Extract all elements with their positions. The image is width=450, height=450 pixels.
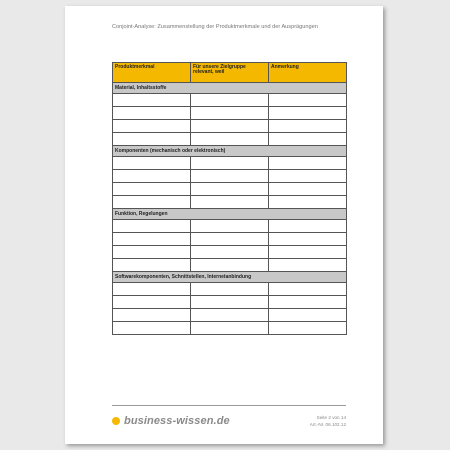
table-row bbox=[113, 295, 347, 308]
table-cell[interactable] bbox=[269, 106, 347, 119]
table-row bbox=[113, 93, 347, 106]
table-cell[interactable] bbox=[269, 156, 347, 169]
table-row bbox=[113, 132, 347, 145]
table-row bbox=[113, 308, 347, 321]
section-label: Softwarekomponenten, Schnittstellen, Internetanbindung bbox=[113, 271, 347, 282]
table-row bbox=[113, 219, 347, 232]
table-cell[interactable] bbox=[191, 295, 269, 308]
table-cell[interactable] bbox=[113, 219, 191, 232]
article-number: Art.-Nr. 06.102.12 bbox=[309, 422, 346, 427]
header-produktmerkmal: Produktmerkmal bbox=[113, 63, 191, 83]
table-row bbox=[113, 232, 347, 245]
table-cell[interactable] bbox=[191, 219, 269, 232]
table-cell[interactable] bbox=[191, 232, 269, 245]
table-cell[interactable] bbox=[113, 295, 191, 308]
table-row bbox=[113, 195, 347, 208]
table-cell[interactable] bbox=[113, 308, 191, 321]
table-cell[interactable] bbox=[269, 321, 347, 334]
table-cell[interactable] bbox=[269, 132, 347, 145]
header-anmerkung: Anmerkung bbox=[269, 63, 347, 83]
table-cell[interactable] bbox=[269, 119, 347, 132]
table-cell[interactable] bbox=[191, 106, 269, 119]
table-section-row bbox=[113, 82, 347, 93]
table-cell[interactable] bbox=[191, 282, 269, 295]
table-cell[interactable] bbox=[269, 308, 347, 321]
table-cell[interactable] bbox=[269, 232, 347, 245]
table-row bbox=[113, 321, 347, 334]
table-cell[interactable] bbox=[269, 245, 347, 258]
table-cell[interactable] bbox=[191, 119, 269, 132]
table-cell[interactable] bbox=[191, 156, 269, 169]
header-relevanz: Für unsere Zielgruppe relevant, weil bbox=[191, 63, 269, 83]
table-cell[interactable] bbox=[191, 93, 269, 106]
table-cell[interactable] bbox=[191, 182, 269, 195]
table-row bbox=[113, 282, 347, 295]
table-cell[interactable] bbox=[113, 93, 191, 106]
table-cell[interactable] bbox=[191, 321, 269, 334]
page-number: Seite 2 von 14 bbox=[316, 415, 346, 420]
document-page bbox=[65, 6, 383, 444]
table-cell[interactable] bbox=[191, 195, 269, 208]
table-cell[interactable] bbox=[269, 182, 347, 195]
table-cell[interactable] bbox=[113, 321, 191, 334]
table-cell[interactable] bbox=[113, 156, 191, 169]
table-cell[interactable] bbox=[113, 169, 191, 182]
table-cell[interactable] bbox=[113, 258, 191, 271]
brand-logo bbox=[112, 415, 230, 427]
table-cell[interactable] bbox=[113, 245, 191, 258]
table-cell[interactable] bbox=[191, 132, 269, 145]
table-cell[interactable] bbox=[191, 169, 269, 182]
table-header-row bbox=[113, 63, 347, 83]
logo-dot-icon bbox=[112, 417, 120, 425]
table-row bbox=[113, 182, 347, 195]
table-body bbox=[113, 82, 347, 334]
table-section-row bbox=[113, 145, 347, 156]
table-section-row bbox=[113, 271, 347, 282]
table-row bbox=[113, 106, 347, 119]
section-label: Komponenten (mechanisch oder elektronisch) bbox=[113, 145, 347, 156]
table-cell[interactable] bbox=[269, 295, 347, 308]
footer-divider bbox=[112, 405, 346, 406]
page-info bbox=[310, 414, 346, 428]
table-cell[interactable] bbox=[269, 195, 347, 208]
table-row bbox=[113, 156, 347, 169]
section-label: Funktion, Regelungen bbox=[113, 208, 347, 219]
table-row bbox=[113, 245, 347, 258]
table-cell[interactable] bbox=[113, 119, 191, 132]
table-cell[interactable] bbox=[191, 308, 269, 321]
document-title: Conjoint-Analyse: Zusammenstellung der Produktmerkmale und der Ausprägungen bbox=[112, 24, 318, 30]
table-cell[interactable] bbox=[191, 258, 269, 271]
table-row bbox=[113, 119, 347, 132]
table-section-row bbox=[113, 208, 347, 219]
table-cell[interactable] bbox=[113, 195, 191, 208]
table-cell[interactable] bbox=[113, 132, 191, 145]
table-cell[interactable] bbox=[269, 93, 347, 106]
table-row bbox=[113, 169, 347, 182]
feature-table bbox=[112, 62, 347, 335]
table-cell[interactable] bbox=[191, 245, 269, 258]
section-label: Material, Inhaltsstoffe bbox=[113, 82, 347, 93]
table-cell[interactable] bbox=[269, 258, 347, 271]
table-cell[interactable] bbox=[113, 106, 191, 119]
table-cell[interactable] bbox=[113, 182, 191, 195]
table-row bbox=[113, 258, 347, 271]
logo-text: business-wissen.de bbox=[124, 415, 230, 427]
table-cell[interactable] bbox=[269, 282, 347, 295]
table-cell[interactable] bbox=[269, 219, 347, 232]
table-cell[interactable] bbox=[113, 282, 191, 295]
table-cell[interactable] bbox=[269, 169, 347, 182]
table-cell[interactable] bbox=[113, 232, 191, 245]
